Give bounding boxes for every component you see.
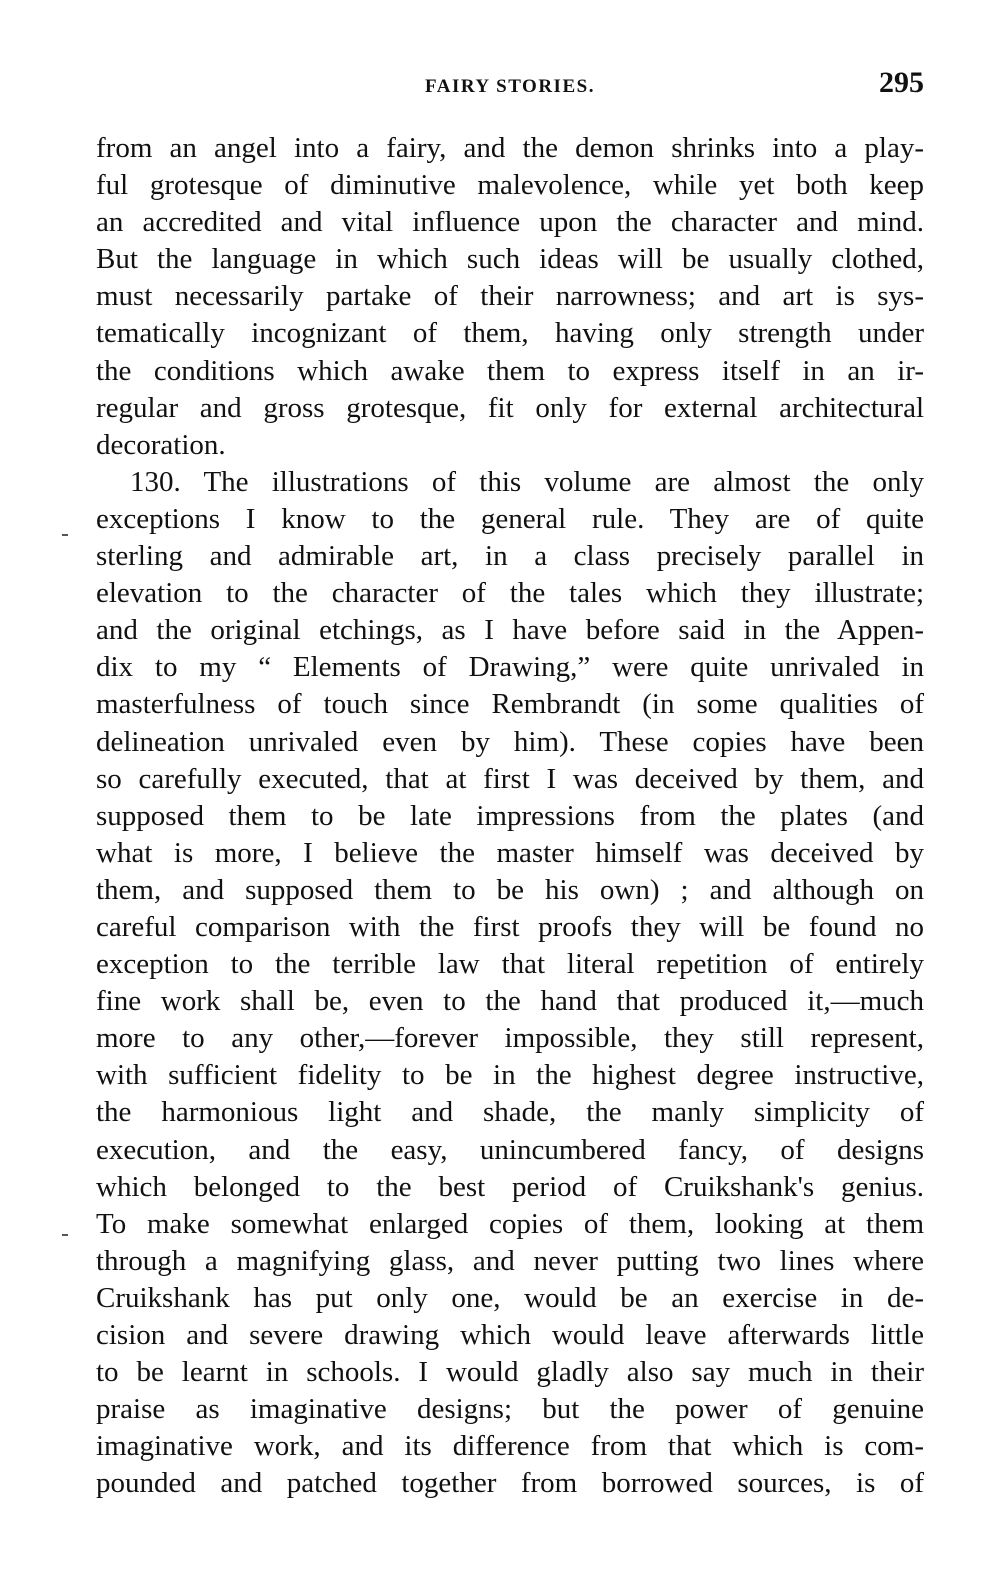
- text-line: and the original etchings, as I have before said in the Appen-: [96, 614, 924, 647]
- text-line: tematically incognizant of them, having only strength under: [96, 317, 924, 350]
- margin-mark: [62, 1234, 68, 1236]
- margin-mark: [62, 534, 68, 536]
- text-line: Cruikshank has put only one, would be an exercise in de-: [96, 1281, 924, 1314]
- text-line: the conditions which awake them to express itself in an ir-: [96, 354, 924, 387]
- text-line: praise as imaginative designs; but the power of genuine: [96, 1393, 924, 1426]
- text-line: must necessarily partake of their narrowness; and art is sys-: [96, 280, 924, 313]
- body-text: [96, 130, 924, 1502]
- text-line: them, and supposed them to be his own) ; and although on: [96, 873, 924, 906]
- text-line: more to any other,—forever impossible, they still represent,: [96, 1022, 924, 1055]
- text-line: so carefully executed, that at first I was deceived by them, and: [96, 762, 924, 795]
- text-line: supposed them to be late impressions from the plates (and: [96, 799, 924, 832]
- text-line: pounded and patched together from borrowed sources, is of: [96, 1467, 924, 1500]
- text-line: from an angel into a fairy, and the demon shrinks into a play-: [96, 132, 924, 164]
- text-line: with sufficient fidelity to be in the highest degree instructive,: [96, 1059, 924, 1092]
- text-line: ful grotesque of diminutive malevolence, while yet both keep: [96, 169, 924, 202]
- text-line: sterling and admirable art, in a class precisely parallel in: [96, 540, 924, 573]
- text-line: to be learnt in schools. I would gladly also say much in their: [96, 1356, 924, 1389]
- text-line: dix to my “ Elements of Drawing,” were quite unrivaled in: [96, 651, 924, 684]
- text-line: the harmonious light and shade, the manly simplicity of: [96, 1096, 924, 1129]
- text-line: imaginative work, and its difference from that which is com-: [96, 1430, 924, 1463]
- running-head: [96, 66, 924, 102]
- text-line: careful comparison with the first proofs they will be found no: [96, 910, 924, 943]
- paragraph-end-line: decoration.: [96, 428, 226, 461]
- text-line: which belonged to the best period of Cruikshank's genius.: [96, 1170, 924, 1203]
- text-line: To make somewhat enlarged copies of them, looking at them: [96, 1207, 924, 1240]
- text-line: what is more, I believe the master himself was deceived by: [96, 836, 924, 869]
- text-line: But the language in which such ideas will be usually clothed,: [96, 243, 924, 276]
- paragraph-start-line: 130. The illustrations of this volume are almost the only: [130, 465, 924, 498]
- running-head-title: FAIRY STORIES.: [425, 76, 595, 97]
- text-line: delineation unrivaled even by him). These copies have been: [96, 725, 924, 758]
- text-line: execution, and the easy, unincumbered fancy, of designs: [96, 1133, 924, 1166]
- text-line: exceptions I know to the general rule. They are of quite: [96, 502, 924, 535]
- text-line: masterfulness of touch since Rembrandt (in some qualities of: [96, 688, 924, 721]
- text-line: regular and gross grotesque, fit only for external architectural: [96, 391, 924, 424]
- text-line: fine work shall be, even to the hand that produced it,—much: [96, 985, 924, 1018]
- text-line: an accredited and vital influence upon the character and mind.: [96, 206, 924, 239]
- text-line: through a magnifying glass, and never putting two lines where: [96, 1244, 924, 1277]
- page-number: 295: [879, 66, 924, 99]
- text-line: cision and severe drawing which would leave afterwards little: [96, 1319, 924, 1351]
- text-line: elevation to the character of the tales which they illustrate;: [96, 577, 924, 610]
- text-line: exception to the terrible law that literal repetition of entirely: [96, 948, 924, 981]
